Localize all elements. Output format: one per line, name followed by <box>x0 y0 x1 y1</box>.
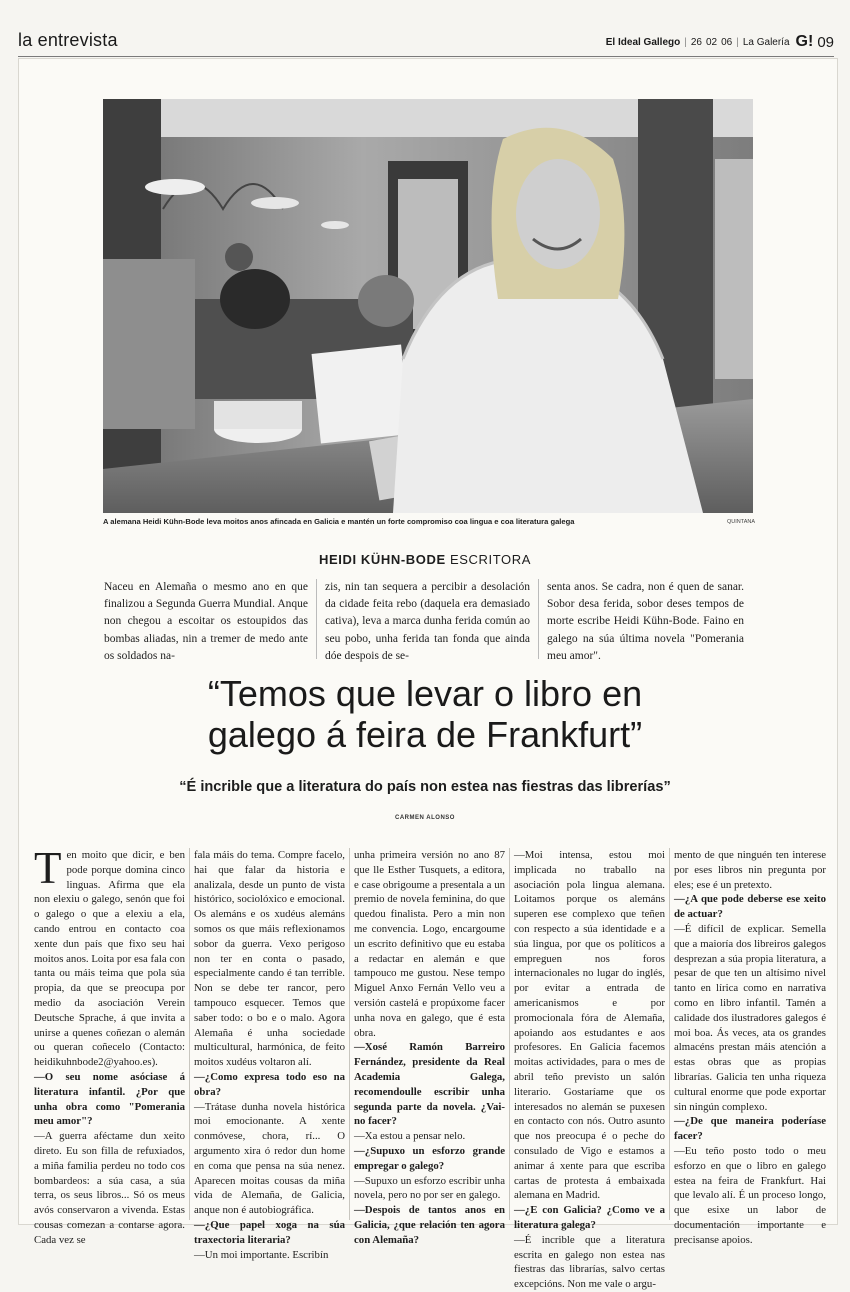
newspaper-name: El Ideal Gallego <box>605 36 681 48</box>
header-rule <box>18 56 834 57</box>
answer: —Un moi importante. Escribín <box>194 1248 329 1261</box>
intro-column-3: senta anos. Se cadra, non é quen de sanar. Sobor desa ferida, sobor deses tempos de morte escribe Heidi Kühn-Bode. Faino en galego na súa última novela "Pomerania meu amor". <box>547 581 744 662</box>
question: —Xosé Ramón Barreiro Fernández, presidente da Real Academia Galega, recomendoulle escribir unha segunda parte da novela. ¿Vai-no facer? <box>354 1041 505 1128</box>
interviewee-byline <box>0 552 850 567</box>
headline-line-2: galego á feira de Frankfurt” <box>207 714 643 755</box>
question: —O seu nome asóciase á literatura infantil. ¿Por que unha obra como "Pomerania meu amor"? <box>34 1070 185 1128</box>
article-body <box>30 843 830 1291</box>
drop-cap: T <box>34 843 62 893</box>
interviewee-role: ESCRITORA <box>449 552 531 567</box>
cafe-photo-illustration <box>103 99 753 513</box>
section-label: la entrevista <box>18 30 118 50</box>
page-number: 09 <box>817 33 834 51</box>
page-folio: El Ideal Gallego | 26 02 06 | La Galería G! 09 <box>605 33 834 51</box>
date-day: 26 <box>690 36 702 48</box>
body-column-3 <box>350 848 510 1246</box>
subheadline: “É incrible que a literatura do país non estea nas fiestras das librerías” <box>179 779 671 795</box>
photo-caption: A alemana Heidi Kühn-Bode leva moitos anos afincada en Galicia e mantén un forte compromiso coa lingua e coa literatura galega <box>103 517 575 526</box>
body-column-4 <box>510 848 670 1291</box>
answer: —Supuxo un esforzo escribir unha novela, pero no por ser en galego. <box>354 1174 505 1202</box>
body-paragraph: en moito que dicir, e ben pode porque domina cinco linguas. Afirma que ela non elexiu o galego, senón que foi o galego o que a elexiu a ela, cando entrou en contacto coa xente dun país que fixo seu hai moitos anos. Loita por esa fala con tanta ou máis teima que pola súa propia, da que se preocupa por medio da asociación Verein Deutsche Sprache, á que invita a unirse a quenes coñezan o alemán ou queran coñecelo (Contacto: heidikuhnbode2@yahoo.es). <box>34 849 185 1069</box>
answer: —Moi intensa, estou moi implicada no traballo na asociación pola lingua alemana. Loitamos porque os alemáns superen ese complexo que teñen con respecto a súa identidade e a súa lingua, por que os políticos a empreguen nos foros internacionales no lugar do inglés, por evitar a entrada de americanismos e por promocionala fóra de Alemaña, apoiando aos estudantes e aos profesores. En Galicia facemos moitas actividades, para o mes de abril teño previsto un salón literario. Gostaríame que os interesados no alemán se puxesen en contacto con nós. Outro asunto que nos preocupa é o peche do consulado de Vigo e estamos a animar á xente para que escriba cartas de protesta á embaixada alemana en Madrid. <box>514 849 665 1202</box>
intro-column-2: zis, nin tan sequera a percibir a desolación da cidade feita rebo (daquela era demasiado cativa), leva a marca dunha ferida común ao seu pobo, unha ferida tan fonda que ainda dóe despois de se- <box>317 579 539 659</box>
question: —¿De que maneira poderíase facer? <box>674 1115 826 1143</box>
answer: —É incrible que a literatura escrita en galego non estea nas fiestras das librarías, salvo certas excepcións. Non me vale o argu- <box>514 1233 665 1291</box>
headline-line-1: “Temos que levar o libro en <box>207 673 643 714</box>
article-photo <box>103 99 753 513</box>
answer: unha primeira versión no ano 87 que lle Esther Tusquets, a editora, e case obrigoume a presentala a un premio de novela feminina, do que quedou finalista. Pero a min non me convencia. Logo, encargoume un escrito definitivo que eu estaba a redactar en alemán e que tampouco me gustou. Nese tempo Miguel Anxo Fernán Vello veu a versión castelá e propúxome facer unha nova en galego, que é esta obra. <box>354 849 505 1039</box>
magazine-logo: G! <box>795 33 814 50</box>
intro-column-1: Naceu en Alemaña o mesmo ano en que finalizou a Segunda Guerra Mundial. Anque non chegou a escoitar os estoupidos das bombas aliadas, nin a tremer de medo ante os soldados na- <box>104 579 317 659</box>
body-column-2 <box>190 848 350 1261</box>
answer: mento de que ninguén ten interese por eses libros nin pregunta por eles; ese é un pretexto. <box>674 849 826 891</box>
question: —¿E con Galicia? ¿Como ve a literatura galega? <box>514 1204 665 1231</box>
question: —¿Como expresa todo eso na obra? <box>194 1070 345 1098</box>
answer: —A guerra aféctame dun xeito direto. Eu son filla de refuxiados, a miña familia perdeu no todo cos bombardeos: a súa casa, a súa terra, os seus libros... Só os meus avós conservaron a vivenda. Estas cousas comezan a contarse agora. Cada vez se <box>34 1130 185 1246</box>
date-year: 06 <box>721 36 733 48</box>
date-month: 02 <box>705 36 718 48</box>
answer: —Eu teño posto todo o meu esforzo en que o libro en galego estea na feira de Frankfurt. Hai que levalo alí. É un proceso longo, que esixe un labor de documentación importante e precisanse apoios. <box>674 1144 826 1246</box>
author-byline: CARMEN ALONSO <box>395 815 455 821</box>
answer: —Xa estou a pensar nelo. <box>354 1130 466 1143</box>
photo-credit: QUINTANA <box>727 519 756 525</box>
body-column-1 <box>30 843 190 1246</box>
question: —¿A que pode deberse ese xeito de actuar? <box>674 893 826 921</box>
headline <box>0 673 850 755</box>
answer: —É difícil de explicar. Semella que a maioría dos libreiros galegos desprezan a súa propia literatura, a pesar de que ten un altísimo nivel tanto en lírica como en narrativa como en libro infantil. Tamén a calidade dos ilustradores galegos é moi boa. Ás veces, ata os grandes almacéns prestan máis atención a estas obras que as propias librarías. Galicia ten unha riqueza cultural enorme que pode exportar sin ningún complexo. <box>674 922 826 1113</box>
question: —¿Que papel xoga na súa traxectoria literaria? <box>194 1218 345 1246</box>
interviewee-name: HEIDI KÜHN-BODE <box>319 552 446 567</box>
answer: —Trátase dunha novela histórica moi emocionante. A xente conmóvese, chora, rí... O argumento xira ó redor dun home en coma que pensa na súa nenez. Aparecen moitas cousas da miña vida de Alemaña, de Galicia, anque non é autobiográfica. <box>194 1100 345 1217</box>
question: —¿Supuxo un esforzo grande empregar o galego? <box>354 1144 505 1172</box>
answer: fala máis do tema. Compre facelo, hai que falar da historia e analizala, desde un punto de vista histórico, sociolóxico e emocional. Os alemáns e os xudéus alemáns somos os que máis reflexionamos sobor da guerra. Vexo perigoso non ter en conta o pasado, especialmente cando é tan terrible. Non se debe ter rancor, pero tampouco esquecer. Temos que saber todo: o bo e o malo. Agora Alemaña é unha sociedade multicultural, harmónica, de feito moitos xudéus voltaron alí. <box>194 849 345 1069</box>
question: —Despois de tantos anos en Galicia, ¿que relación ten agora con Alemaña? <box>354 1204 505 1246</box>
intro-text <box>104 579 744 662</box>
supplement-name: La Galería <box>742 36 790 48</box>
body-column-5 <box>670 848 830 1246</box>
